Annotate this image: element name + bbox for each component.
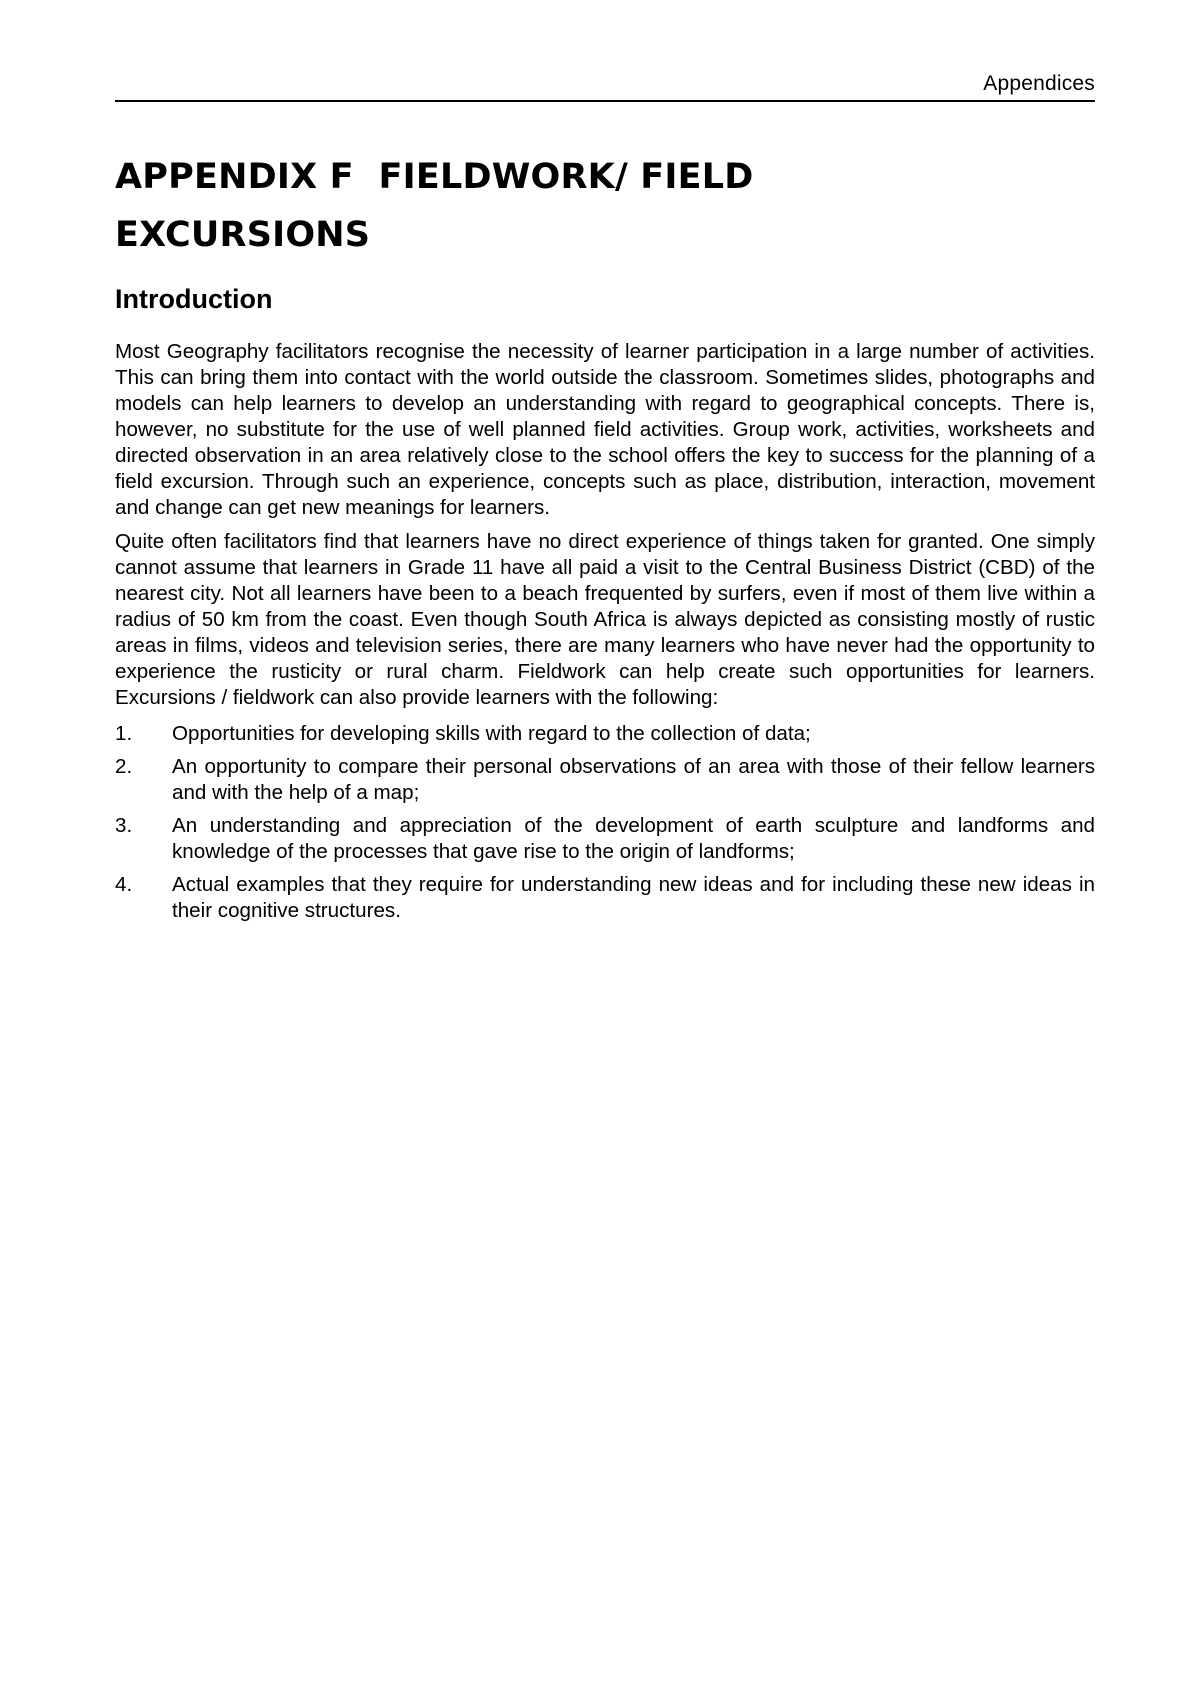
list-item-text: An opportunity to compare their personal observations of an area with those of their fellow learners and with the help of a map; — [172, 755, 1095, 804]
title-line-2: EXCURSIONS — [115, 215, 371, 255]
header-rule — [115, 100, 1095, 102]
running-header: Appendices — [983, 72, 1095, 95]
list-item-number: 2. — [115, 755, 133, 778]
list-item-number: 1. — [115, 722, 133, 745]
section-heading: Introduction — [115, 284, 273, 314]
list-item — [115, 754, 1095, 806]
list-item — [115, 872, 1095, 924]
page-title — [115, 148, 1095, 264]
numbered-list — [115, 721, 1095, 924]
list-item-text: Opportunities for developing skills with regard to the collection of data; — [172, 722, 811, 745]
list-item-number: 4. — [115, 873, 133, 896]
list-item-text: Actual examples that they require for understanding new ideas and for including these new ideas in their cognitive structures. — [172, 873, 1095, 922]
body-paragraph: Quite often facilitators find that learners have no direct experience of things taken for granted. One simply cannot assume that learners in Grade 11 have all paid a visit to the Central Business District (CBD) of the nearest city. Not all learners have been to a beach frequented by surfers, even if most of them live within a radius of 50 km from the coast. Even though South Africa is always depicted as consisting mostly of rustic areas in films, videos and television series, there are many learners who have never had the opportunity to experience the rusticity or rural charm. Fieldwork can help create such opportunities for learners. Excursions / fieldwork can also provide learners with the following: — [115, 530, 1095, 709]
list-item-text: An understanding and appreciation of the development of earth sculpture and landforms and knowledge of the processes that gave rise to the origin of landforms; — [172, 814, 1095, 863]
list-item-number: 3. — [115, 814, 133, 837]
title-line-1: APPENDIX F FIELDWORK/ FIELD — [115, 157, 754, 197]
page-content — [115, 148, 1095, 931]
list-item — [115, 813, 1095, 865]
list-item — [115, 721, 1095, 747]
body-paragraph: Most Geography facilitators recognise the necessity of learner participation in a large number of activities. This can bring them into contact with the world outside the classroom. Sometimes slides, photographs and models can help learners to develop an understanding with regard to geographical concepts. There is, however, no substitute for the use of well planned field activities. Group work, activities, worksheets and directed observation in an area relatively close to the school offers the key to success for the planning of a field excursion. Through such an experience, concepts such as place, distribution, interaction, movement and change can get new meanings for learners. — [115, 340, 1095, 519]
